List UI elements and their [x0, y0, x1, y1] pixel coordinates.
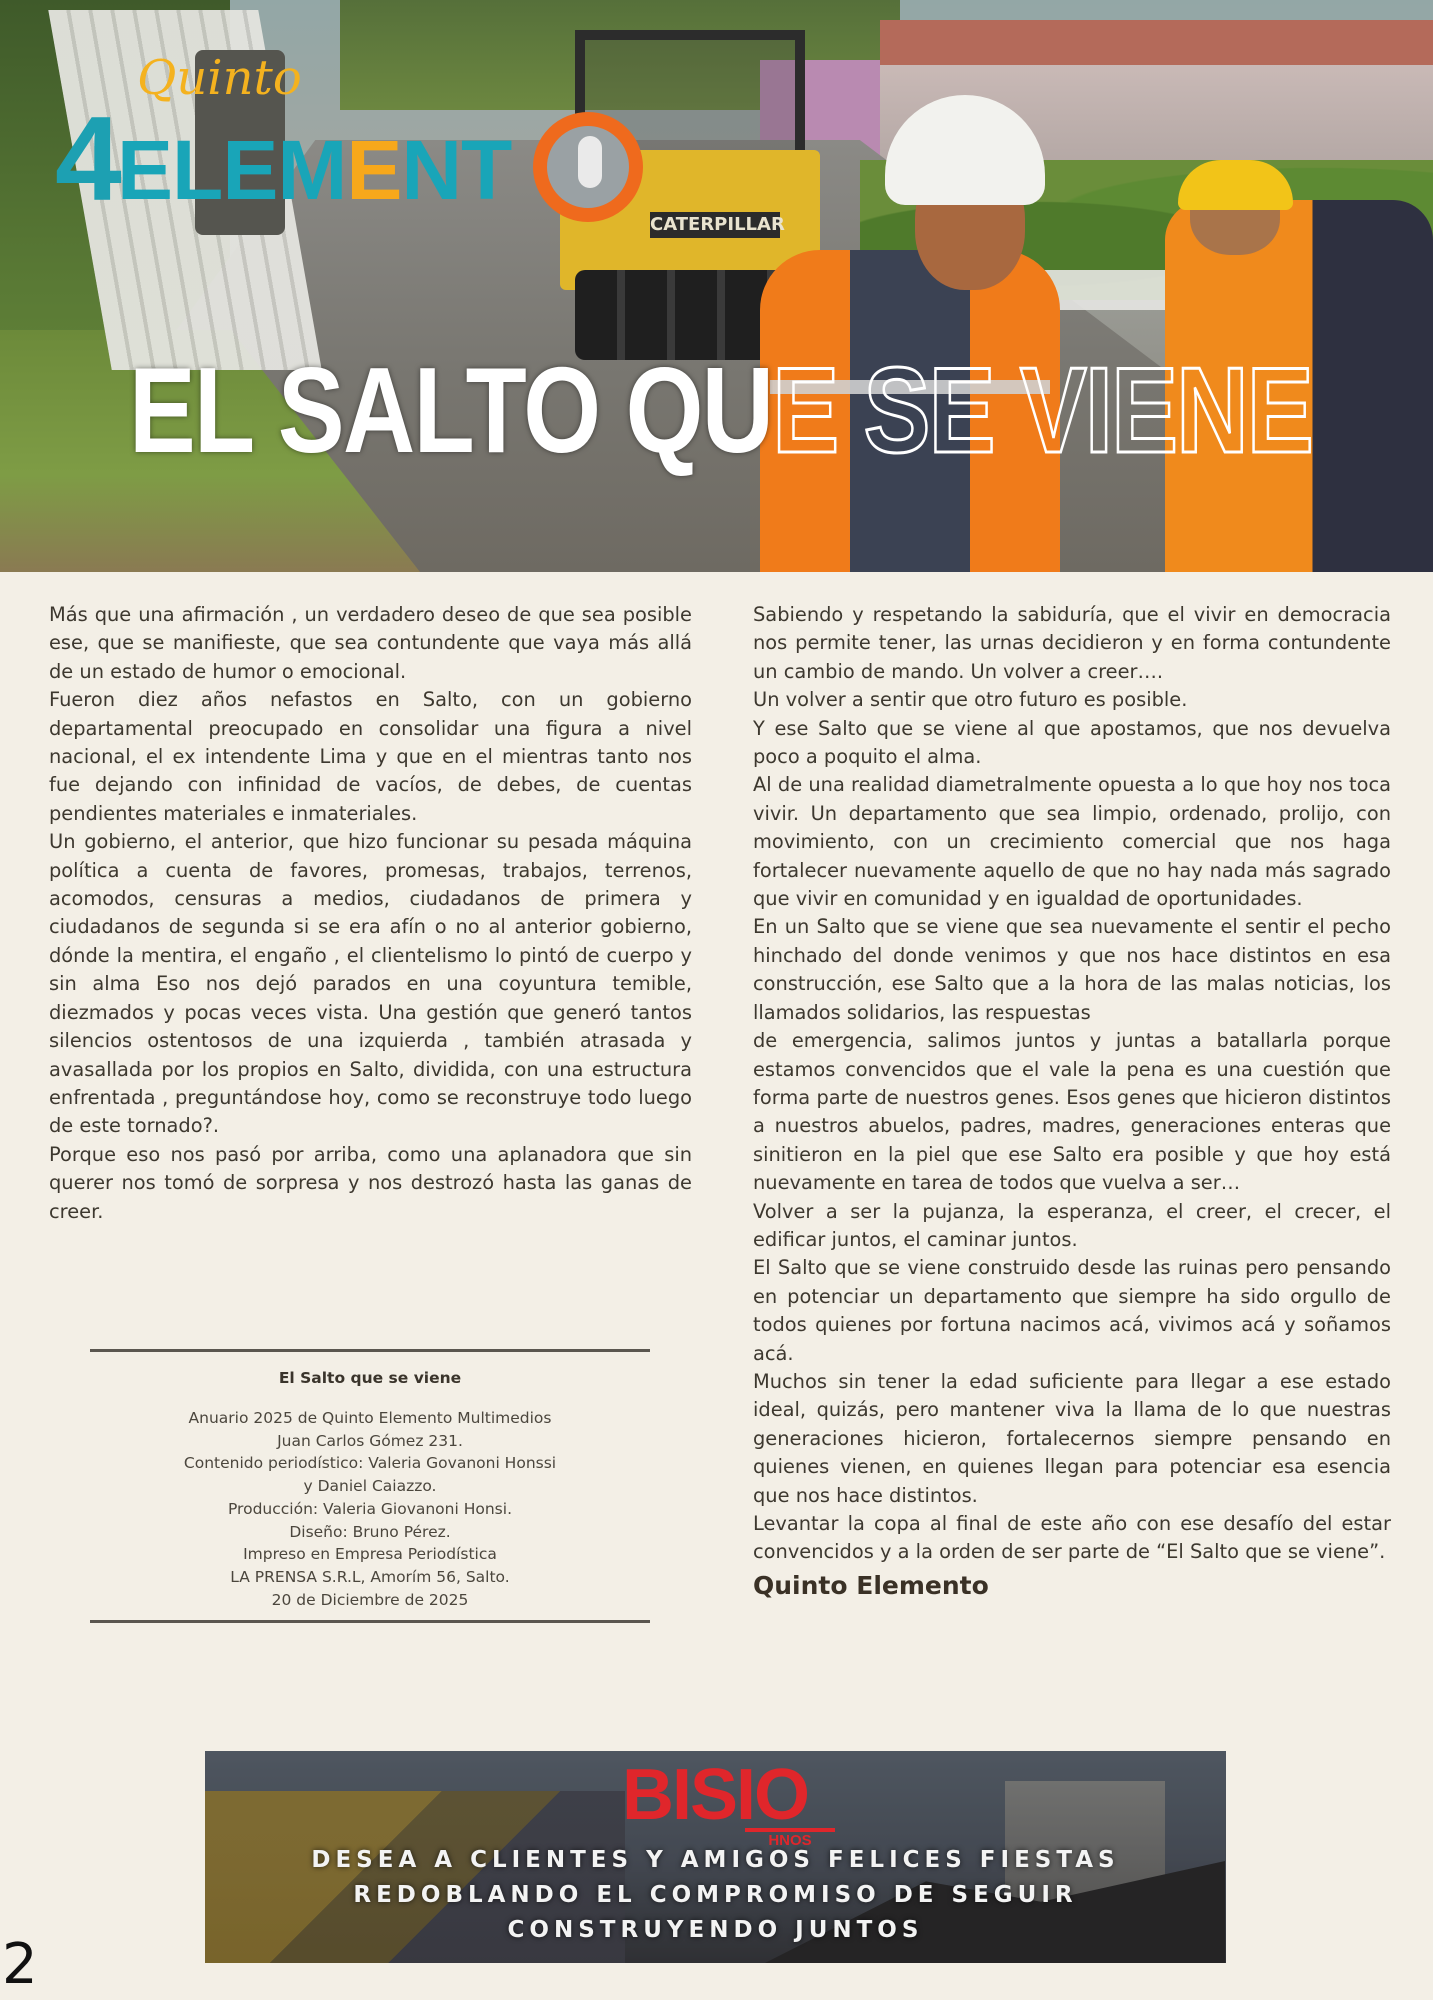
- microphone-icon: [533, 112, 643, 222]
- paragraph: Al de una realidad diametralmente opuesta a lo que hoy nos toca vivir. Un departamento que sea limpio, ordenado, prolijo, con movimiento, con un crecimiento comercial que nos haga fortalecer nuevamente aquello de que no hay nada más sagrado que vivir en comunidad y en igualdad de oportunidades.: [753, 773, 1391, 911]
- paragraph: Fueron diez años nefastos en Salto, con un gobierno departamental preocupado en consolidar una figura a nivel nacional, el ex intendente Lima y que en el mientras tanto nos fue dejando con infinidad de vacíos, de debes, de cuentas pendientes materiales e inmateriales.: [49, 688, 692, 825]
- ad-line-2: REDOBLANDO EL COMPROMISO DE SEGUIR: [353, 1882, 1078, 1908]
- article-column-right: [753, 601, 1391, 1600]
- paragraph: Y ese Salto que se viene al que apostamos, que nos devuelva poco a poquito el alma.: [753, 716, 1391, 769]
- credits-line: Diseño: Bruno Pérez.: [289, 1522, 451, 1541]
- paragraph: Más que una afirmación , un verdadero deseo de que sea posible ese, que se manifieste, que sea contundente que vaya más allá de un estado de humor o emocional.: [49, 603, 692, 683]
- logo-elemento: ELEMENT: [117, 123, 512, 217]
- yellow-helmet: [1178, 160, 1293, 210]
- paragraph: Un gobierno, el anterior, que hizo funcionar su pesada máquina política a cuenta de favores, promesas, trabajos, terrenos, acomodos, censuras a medios, ciudadanos de primera y ciudadanos de segunda si se era afín o no al anterior gobierno, dónde la mentira, el engaño , el clientelismo lo pintó de cuerpo y sin alma Eso nos dejó parados en una coyuntura temible, diezmados y pocas veces vista. Una gestión que generó tantos silencios ostentosos de una izquierda , también atrasada y avasallada por los propios en Salto, dividida, con una estructura enfrentada , preguntándose hoy, como se reconstruye todo luego de este tornado?.: [49, 830, 692, 1138]
- credits-line: y Daniel Caiazzo.: [303, 1477, 437, 1496]
- paragraph: En un Salto que se viene que sea nuevamente el sentir el pecho hinchado del donde venimos y que nos hace distintos en esa construcción, ese Salto que a la hora de las malas noticias, los llamados solidarios, las respuestas: [753, 915, 1391, 1024]
- credits-line: Juan Carlos Gómez 231.: [277, 1431, 463, 1450]
- paragraph: Muchos sin tener la edad suficiente para llegar a ese estado ideal, quizás, pero mantener viva la llama de lo que nuestras generaciones hicieron, fortalecernos siempre pensando en quienes vienen, en quienes llegan para potenciar esa esencia que nos hace distintos.: [753, 1369, 1391, 1507]
- paragraph: Sabiendo y respetando la sabiduría, que el vivir en democracia nos permite tener, las urnas decidieron y en forma contundente un cambio de mando. Un volver a creer….: [753, 603, 1391, 683]
- quinto-elemento-logo: [55, 50, 615, 240]
- paragraph: El Salto que se viene construido desde las ruinas pero pensando en potenciar un departamento que siempre ha sido orgullo de todos quienes por fortuna nacimos acá, vivimos acá y soñamos acá.: [753, 1256, 1391, 1365]
- credits-line: LA PRENSA S.R.L, Amorím 56, Salto.: [230, 1567, 510, 1586]
- paragraph: Volver a ser la pujanza, la esperanza, el creer, el crecer, el edificar juntos, el caminar juntos.: [753, 1199, 1391, 1251]
- headline-outline: E SE VIENE: [772, 342, 1312, 478]
- credits-line: Impreso en Empresa Periodística: [243, 1545, 497, 1564]
- credits-box: [90, 1349, 650, 1623]
- paragraph: de emergencia, salimos juntos y juntas a batallarla porque estamos convencidos que el vale la pena es una cuestión que forma parte de nuestros genes. Esos genes que hicieron distintos a nuestros abuelos, padres, madres, generaciones enteras que sinitieron en la piel que ese Salto era posible y que hoy está nuevamente en tarea de todos que vuelva a ser…: [753, 1029, 1391, 1195]
- ad-line-1: DESEA A CLIENTES Y AMIGOS FELICES FIESTAS: [311, 1847, 1120, 1873]
- signature: Quinto Elemento: [753, 1570, 989, 1600]
- paragraph: Porque eso nos pasó por arriba, como una aplanadora que sin querer nos tomó de sorpresa y nos destrozó hasta las ganas de creer.: [49, 1142, 692, 1223]
- paragraph: Levantar la copa al final de este año con ese desafío del estar convencidos y a la orden de ser parte de “El Salto que se viene”.: [753, 1512, 1391, 1564]
- credits-line: Anuario 2025 de Quinto Elemento Multimedios: [188, 1409, 552, 1427]
- logo-lightning: 4: [55, 92, 122, 226]
- credits-line: 20 de Diciembre de 2025: [271, 1590, 469, 1609]
- credits-title: El Salto que se viene: [278, 1369, 462, 1387]
- bisio-logo-sub: HNOS: [745, 1828, 835, 1849]
- equipment-label: CATERPILLAR: [650, 212, 780, 238]
- ad-line-3: CONSTRUYENDO JUNTOS: [507, 1917, 924, 1943]
- credits-line: Contenido periodístico: Valeria Govanoni Honssi: [183, 1454, 557, 1473]
- paragraph: Un volver a sentir que otro futuro es posible.: [753, 688, 1188, 712]
- logo-quinto: Quinto: [137, 50, 302, 106]
- bisio-logo: BISIO: [621, 1755, 809, 1835]
- credits-line: Producción: Valeria Giovanoni Honsi.: [227, 1499, 512, 1518]
- article-column-left: [49, 601, 692, 1226]
- headline-solid: EL SALTO QU: [128, 342, 773, 478]
- headline: [128, 340, 1312, 480]
- hero-photo: [0, 0, 1433, 572]
- bisio-ad-banner: [205, 1751, 1226, 1963]
- page-number: 2: [2, 1932, 38, 1997]
